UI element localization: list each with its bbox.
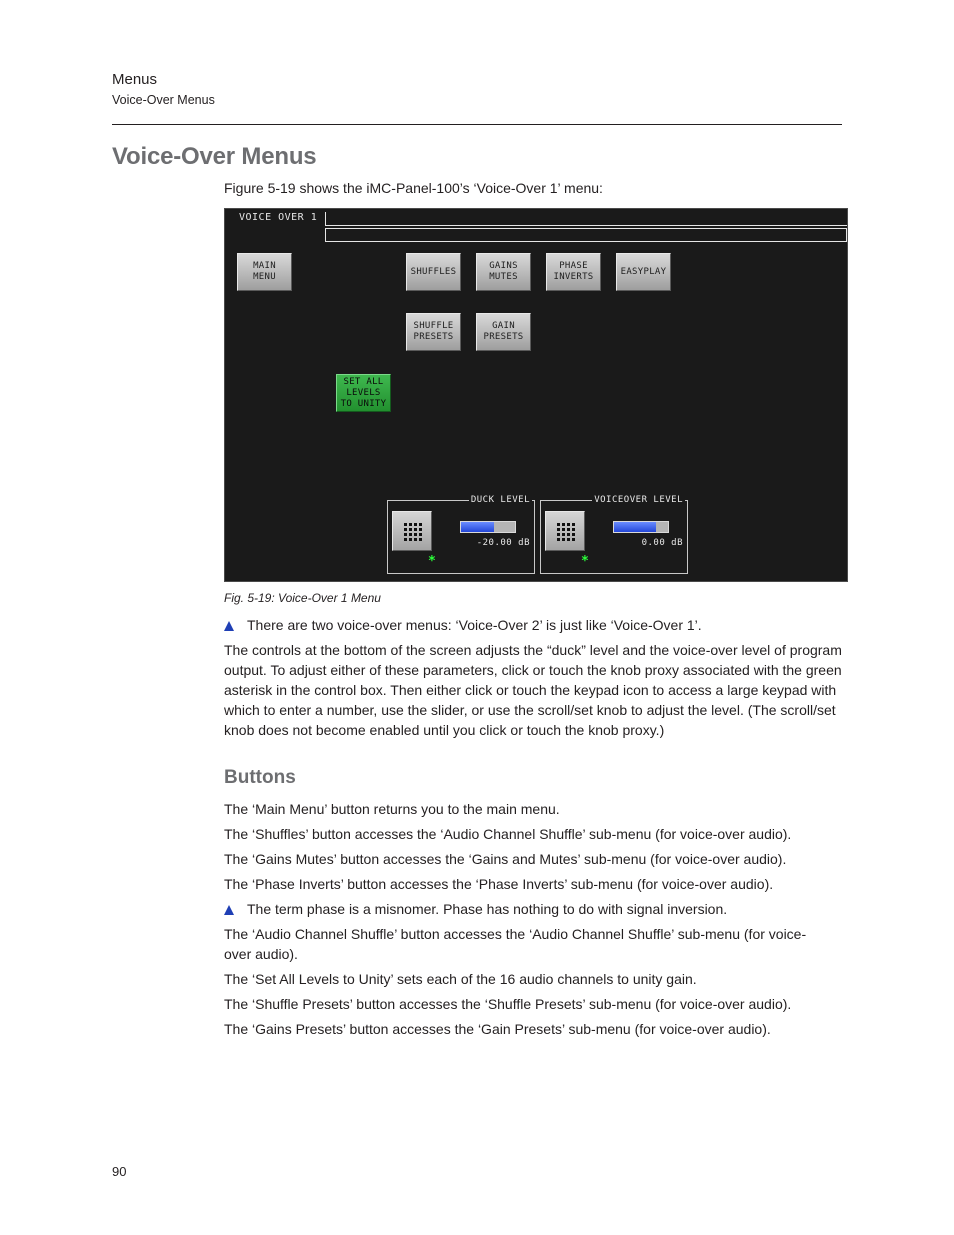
- duck-knob-asterisk-icon[interactable]: *: [428, 554, 436, 569]
- duck-level-label: DUCK LEVEL: [470, 495, 530, 505]
- shuffle-presets-button[interactable]: SHUFFLE PRESETS: [406, 313, 461, 351]
- note-text: The term phase is a misnomer. Phase has nothing to do with signal inversion.: [247, 901, 728, 917]
- voiceover-level-control: [540, 495, 688, 574]
- duck-keypad-button[interactable]: [392, 511, 432, 551]
- page-number: 90: [112, 1164, 127, 1179]
- voiceover-level-slider[interactable]: [613, 521, 669, 533]
- gain-presets-button[interactable]: GAIN PRESETS: [476, 313, 531, 351]
- list-item: The ‘Gains Presets’ button accesses the ‘Gain Presets’ sub-menu (for voice-over audio).: [224, 1021, 771, 1037]
- duck-level-control: [387, 495, 535, 574]
- list-item: The ‘Phase Inverts’ button accesses the ‘Phase Inverts’ sub-menu (for voice-over audio).: [224, 876, 774, 892]
- buttons-heading: Buttons: [224, 767, 296, 788]
- phase-inverts-button[interactable]: PHASE INVERTS: [546, 253, 601, 291]
- voiceover-level-value: 0.00 dB: [641, 538, 683, 548]
- figure-caption: Fig. 5-19: Voice-Over 1 Menu: [224, 591, 381, 605]
- controls-paragraph: The controls at the bottom of the screen adjusts the “duck” level and the voice-over level of program output. To adjust either of these parameters, click or touch the knob proxy associated with the green asterisk in the control box. Then either click or touch the keypad icon to access a large keypad with which to enter a number, use the slider, or use the scroll/set knob to adjust the level. (The scroll/set knob does not become enabled until you click or touch the knob proxy.): [224, 642, 842, 738]
- note-text: There are two voice-over menus: ‘Voice-Over 2’ is just like ‘Voice-Over 1’.: [247, 617, 702, 633]
- status-line-1: [325, 212, 847, 226]
- gains-mutes-button[interactable]: GAINS MUTES: [476, 253, 531, 291]
- list-item: The ‘Main Menu’ button returns you to the main menu.: [224, 801, 560, 817]
- main-menu-button[interactable]: MAIN MENU: [237, 253, 292, 291]
- header-divider: [112, 124, 842, 125]
- note-triangle-icon: [224, 905, 234, 915]
- note-phase-misnomer: [224, 899, 727, 919]
- list-item: The ‘Gains Mutes’ button accesses the ‘Gains and Mutes’ sub-menu (for voice-over audio).: [224, 851, 787, 867]
- keypad-icon: [404, 523, 422, 541]
- voiceover-level-label: VOICEOVER LEVEL: [594, 495, 683, 505]
- status-line-2: [325, 228, 847, 242]
- page-title: Voice-Over Menus: [112, 143, 317, 170]
- set-all-levels-to-unity-button[interactable]: SET ALL LEVELS TO UNITY: [336, 374, 391, 412]
- voiceover-level-slider-fill: [614, 522, 656, 532]
- voiceover-keypad-button[interactable]: [545, 511, 585, 551]
- list-item: The ‘Shuffles’ button accesses the ‘Audio Channel Shuffle’ sub-menu (for voice-over audio).: [224, 826, 792, 842]
- voiceover-knob-asterisk-icon[interactable]: *: [581, 554, 589, 569]
- note-triangle-icon: [224, 621, 234, 631]
- duck-level-slider-fill: [461, 522, 494, 532]
- running-header-subsection: Voice-Over Menus: [112, 93, 215, 107]
- intro-text: Figure 5-19 shows the iMC-Panel-100’s ‘Voice-Over 1’ menu:: [224, 180, 603, 196]
- keypad-icon: [557, 523, 575, 541]
- running-header-section: Menus: [112, 71, 158, 88]
- duck-level-slider[interactable]: [460, 521, 516, 533]
- list-item: The ‘Audio Channel Shuffle’ button accesses the ‘Audio Channel Shuffle’ sub-menu (for voice-over audio).: [224, 926, 807, 962]
- duck-level-value: -20.00 dB: [476, 538, 530, 548]
- voice-over-menu-screenshot: [224, 208, 848, 582]
- note-two-menus: [224, 615, 702, 635]
- easyplay-button[interactable]: EASYPLAY: [616, 253, 671, 291]
- screen-title: VOICE OVER 1: [239, 212, 318, 223]
- shuffles-button[interactable]: SHUFFLES: [406, 253, 461, 291]
- list-item: The ‘Shuffle Presets’ button accesses the ‘Shuffle Presets’ sub-menu (for voice-over audio).: [224, 996, 792, 1012]
- list-item: The ‘Set All Levels to Unity’ sets each of the 16 audio channels to unity gain.: [224, 971, 697, 987]
